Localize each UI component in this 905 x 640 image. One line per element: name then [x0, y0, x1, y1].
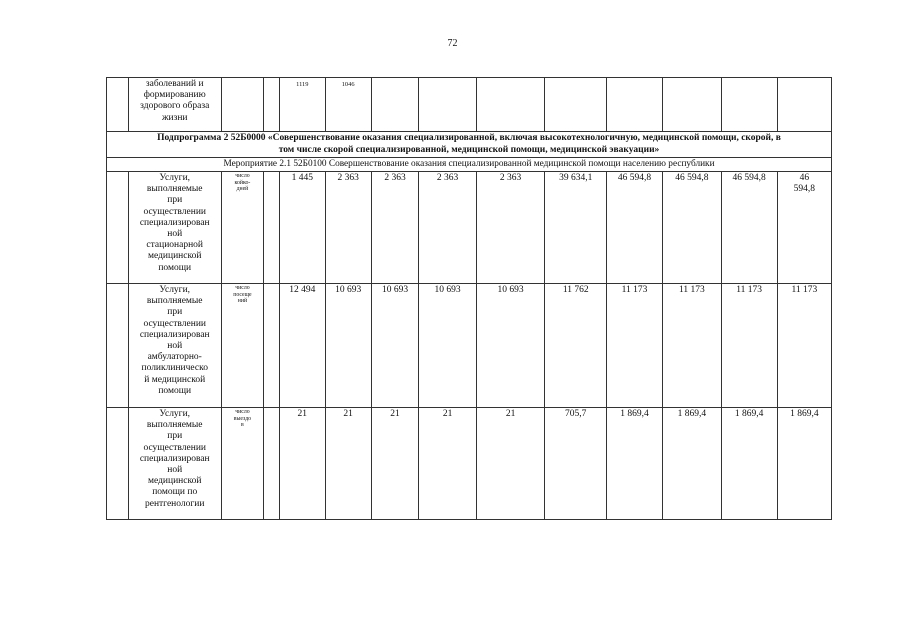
value-cell: 46 594,8 [721, 172, 777, 284]
value-cell: 1119 [279, 78, 325, 132]
value-cell: 2 363 [476, 172, 545, 284]
value-cell: 10 693 [325, 284, 371, 408]
value-cell: 1 445 [279, 172, 325, 284]
subprogram-row [107, 132, 832, 158]
measure-title: Мероприятие 2.1 52Б0100 Совершенствование оказания специализированной медицинской помощи населению республики [107, 158, 832, 172]
value-cell: 11 173 [721, 284, 777, 408]
value-cell: 2 363 [325, 172, 371, 284]
value-cell: 1 869,4 [606, 408, 662, 520]
value-cell: 1 869,4 [777, 408, 831, 520]
indicator-name: заболеваний и формированию здорового образа жизни [128, 78, 221, 132]
value-cell: 10 693 [371, 284, 419, 408]
value-cell: 1 869,4 [721, 408, 777, 520]
value-cell: 10 693 [476, 284, 545, 408]
value-cell: 2 363 [371, 172, 419, 284]
subprogram-title: Подпрограмма 2 52Б0000 «Совершенствование оказания специализированной, включая высокотехнологичную, медицинской помощи, скорой, в том числе скорой специализированной, медицинской помощи, медицинской эвакуации» [107, 132, 832, 158]
value-cell: 1 869,4 [663, 408, 721, 520]
value-cell: 21 [279, 408, 325, 520]
value-cell: 21 [371, 408, 419, 520]
value-cell: 21 [325, 408, 371, 520]
value-cell: 11 173 [606, 284, 662, 408]
value-cell: 46 594,8 [606, 172, 662, 284]
value-cell: 11 173 [663, 284, 721, 408]
value-cell: 11 762 [545, 284, 606, 408]
value-cell: 2 363 [419, 172, 476, 284]
value-cell: 46 594,8 [777, 172, 831, 284]
value-cell: 21 [476, 408, 545, 520]
unit-cell: число койко- дней [221, 172, 264, 284]
value-cell: 705,7 [545, 408, 606, 520]
table-row [107, 284, 832, 408]
program-indicators-table [106, 77, 832, 520]
table-row [107, 78, 832, 132]
value-cell: 39 634,1 [545, 172, 606, 284]
value-cell: 11 173 [777, 284, 831, 408]
value-cell: 1046 [325, 78, 371, 132]
indicator-name: Услуги, выполняемые при осуществлении специализирован ной стационарной медицинской помощи [128, 172, 221, 284]
measure-row [107, 158, 832, 172]
indicator-name: Услуги, выполняемые при осуществлении специализирован ной амбулаторно- поликлиническо й медицинской помощи [128, 284, 221, 408]
unit-cell: число выездо в [221, 408, 264, 520]
table-row [107, 408, 832, 520]
table-row [107, 172, 832, 284]
value-cell: 12 494 [279, 284, 325, 408]
unit-cell: число посеще ний [221, 284, 264, 408]
value-cell: 10 693 [419, 284, 476, 408]
page-number: 72 [447, 38, 458, 49]
value-cell: 46 594,8 [663, 172, 721, 284]
indicator-name: Услуги, выполняемые при осуществлении специализирован ной медицинской помощи по рентгенологии [128, 408, 221, 520]
value-cell: 21 [419, 408, 476, 520]
